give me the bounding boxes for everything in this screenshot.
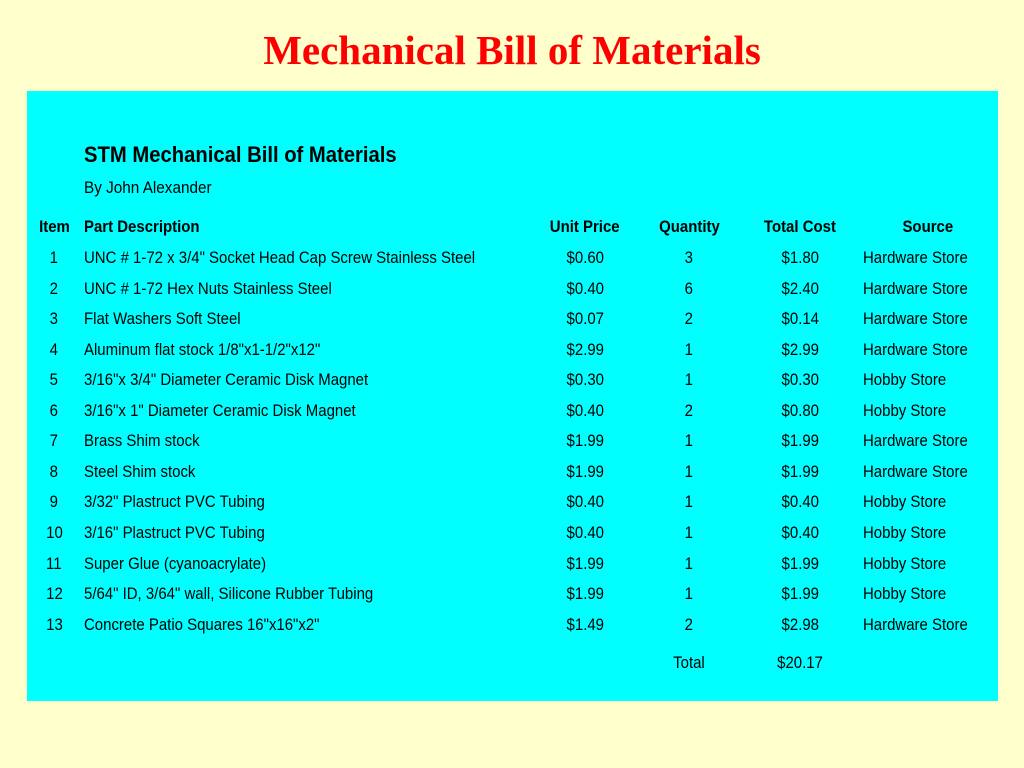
total-cost-text: $0.30	[781, 370, 819, 389]
part-description-text: 3/32" Plastruct PVC Tubing	[84, 492, 265, 511]
quantity	[647, 610, 731, 640]
quantity-text: 3	[684, 248, 694, 267]
quantity	[647, 426, 731, 456]
unit-price-text: $1.99	[566, 554, 604, 573]
part-description	[84, 243, 534, 273]
total-label-text: Total	[673, 653, 705, 672]
total-cost	[749, 335, 851, 365]
quantity-text: 1	[684, 431, 694, 450]
part-description	[84, 304, 534, 334]
item-number	[30, 274, 78, 304]
table-row	[27, 365, 998, 395]
quantity-text: 1	[684, 584, 694, 603]
source	[863, 396, 993, 426]
table-row	[27, 487, 998, 517]
total-cost	[749, 243, 851, 273]
table-row	[27, 304, 998, 334]
total-cost	[749, 579, 851, 609]
header-description-label: Part Description	[84, 217, 200, 236]
item-number	[30, 457, 78, 487]
item-number-text: 10	[45, 523, 63, 542]
total-value-text: $20.17	[777, 653, 823, 672]
item-number-text: 13	[45, 615, 63, 634]
source	[863, 365, 993, 395]
source	[863, 274, 993, 304]
header-source	[863, 212, 993, 242]
item-number-text: 5	[49, 370, 59, 389]
unit-price-text: $0.40	[566, 523, 604, 542]
source-text: Hardware Store	[863, 309, 968, 328]
source-text: Hobby Store	[863, 554, 947, 573]
part-description	[84, 335, 534, 365]
total-cost-text: $0.14	[781, 309, 819, 328]
header-unit-price-label: Unit Price	[550, 217, 620, 236]
item-number-text: 3	[49, 309, 59, 328]
total-cost	[749, 518, 851, 548]
quantity	[647, 457, 731, 487]
unit-price	[539, 518, 631, 548]
total-cost	[749, 426, 851, 456]
part-description-text: Concrete Patio Squares 16"x16"x2"	[84, 615, 320, 634]
quantity-text: 1	[684, 523, 694, 542]
part-description-text: 3/16"x 3/4" Diameter Ceramic Disk Magnet	[84, 370, 369, 389]
part-description-text: Super Glue (cyanoacrylate)	[84, 554, 267, 573]
item-number-text: 1	[49, 248, 59, 267]
quantity	[647, 487, 731, 517]
item-number-text: 11	[46, 554, 62, 573]
header-quantity-label: Quantity	[658, 217, 720, 236]
total-cost-text: $1.99	[781, 462, 819, 481]
unit-price	[539, 335, 631, 365]
source-text: Hobby Store	[863, 492, 947, 511]
unit-price-text: $0.30	[566, 370, 604, 389]
quantity	[647, 274, 731, 304]
source	[863, 610, 993, 640]
table-row	[27, 579, 998, 609]
item-number	[30, 549, 78, 579]
unit-price-text: $0.60	[566, 248, 604, 267]
header-source-label: Source	[902, 217, 954, 236]
header-description	[84, 212, 534, 242]
quantity	[647, 518, 731, 548]
source	[863, 549, 993, 579]
total-cost	[749, 549, 851, 579]
part-description	[84, 426, 534, 456]
unit-price	[539, 396, 631, 426]
source	[863, 426, 993, 456]
source-text: Hardware Store	[863, 615, 968, 634]
total-cost-text: $2.99	[781, 340, 819, 359]
item-number	[30, 518, 78, 548]
part-description	[84, 610, 534, 640]
quantity-text: 2	[684, 401, 694, 420]
table-row	[27, 610, 998, 640]
table-row	[27, 518, 998, 548]
source-text: Hobby Store	[863, 370, 947, 389]
part-description-text: Flat Washers Soft Steel	[84, 309, 241, 328]
source-text: Hardware Store	[863, 248, 968, 267]
source-text: Hardware Store	[863, 462, 968, 481]
total-value	[749, 648, 851, 678]
unit-price	[539, 243, 631, 273]
document-title: STM Mechanical Bill of Materials	[84, 142, 397, 167]
part-description-text: Aluminum flat stock 1/8"x1-1/2"x12"	[84, 340, 321, 359]
total-cost	[749, 610, 851, 640]
item-number	[30, 335, 78, 365]
unit-price	[539, 549, 631, 579]
item-number	[30, 365, 78, 395]
quantity-text: 1	[684, 492, 694, 511]
part-description	[84, 457, 534, 487]
source	[863, 487, 993, 517]
unit-price-text: $0.40	[566, 279, 604, 298]
item-number	[30, 396, 78, 426]
table-row	[27, 457, 998, 487]
source	[863, 579, 993, 609]
quantity	[647, 365, 731, 395]
unit-price-text: $0.07	[566, 309, 604, 328]
header-total-cost	[749, 212, 851, 242]
total-cost-text: $0.40	[781, 523, 819, 542]
part-description	[84, 487, 534, 517]
total-label	[647, 648, 731, 678]
total-cost	[749, 365, 851, 395]
unit-price	[539, 426, 631, 456]
header-item	[30, 212, 78, 242]
unit-price-text: $1.99	[566, 462, 604, 481]
part-description-text: 5/64" ID, 3/64" wall, Silicone Rubber Tubing	[84, 584, 374, 603]
source	[863, 457, 993, 487]
unit-price	[539, 304, 631, 334]
part-description-text: Brass Shim stock	[84, 431, 200, 450]
item-number-text: 8	[49, 462, 59, 481]
part-description	[84, 365, 534, 395]
table-total-row	[27, 648, 998, 678]
item-number-text: 6	[49, 401, 59, 420]
table-row	[27, 549, 998, 579]
source	[863, 243, 993, 273]
part-description-text: 3/16" Plastruct PVC Tubing	[84, 523, 265, 542]
table-header-row	[27, 212, 998, 242]
total-cost	[749, 457, 851, 487]
item-number	[30, 579, 78, 609]
quantity-text: 1	[684, 370, 694, 389]
total-cost-text: $1.99	[781, 431, 819, 450]
part-description-text: UNC # 1-72 Hex Nuts Stainless Steel	[84, 279, 332, 298]
unit-price-text: $2.99	[566, 340, 604, 359]
quantity	[647, 549, 731, 579]
item-number-text: 2	[49, 279, 59, 298]
item-number	[30, 304, 78, 334]
quantity	[647, 335, 731, 365]
header-item-label: Item	[38, 217, 70, 236]
table-row	[27, 243, 998, 273]
quantity-text: 1	[684, 340, 694, 359]
source-text: Hobby Store	[863, 401, 947, 420]
quantity	[647, 304, 731, 334]
part-description	[84, 274, 534, 304]
quantity-text: 1	[684, 554, 694, 573]
source-text: Hardware Store	[863, 279, 968, 298]
table-row	[27, 426, 998, 456]
unit-price-text: $0.40	[566, 492, 604, 511]
item-number	[30, 426, 78, 456]
unit-price-text: $0.40	[566, 401, 604, 420]
source-text: Hobby Store	[863, 584, 947, 603]
item-number-text: 12	[45, 584, 63, 603]
source	[863, 518, 993, 548]
part-description-text: Steel Shim stock	[84, 462, 196, 481]
unit-price	[539, 579, 631, 609]
part-description	[84, 518, 534, 548]
unit-price-text: $1.99	[566, 431, 604, 450]
part-description	[84, 579, 534, 609]
item-number	[30, 610, 78, 640]
part-description-text: 3/16"x 1" Diameter Ceramic Disk Magnet	[84, 401, 356, 420]
item-number	[30, 243, 78, 273]
part-description	[84, 396, 534, 426]
item-number-text: 4	[49, 340, 59, 359]
table-row	[27, 274, 998, 304]
quantity-text: 2	[684, 309, 694, 328]
total-cost-text: $2.98	[781, 615, 819, 634]
unit-price	[539, 610, 631, 640]
item-number-text: 7	[49, 431, 59, 450]
unit-price	[539, 457, 631, 487]
unit-price	[539, 365, 631, 395]
total-cost	[749, 274, 851, 304]
total-cost-text: $2.40	[781, 279, 819, 298]
source-text: Hardware Store	[863, 431, 968, 450]
total-cost-text: $0.80	[781, 401, 819, 420]
header-quantity	[647, 212, 731, 242]
quantity	[647, 396, 731, 426]
unit-price-text: $1.99	[566, 584, 604, 603]
total-cost	[749, 396, 851, 426]
source-text: Hobby Store	[863, 523, 947, 542]
header-unit-price	[539, 212, 631, 242]
part-description	[84, 549, 534, 579]
unit-price-text: $1.49	[566, 615, 604, 634]
header-total-cost-label: Total Cost	[763, 217, 837, 236]
quantity	[647, 243, 731, 273]
table-row	[27, 335, 998, 365]
item-number-text: 9	[49, 492, 59, 511]
quantity-text: 1	[684, 462, 694, 481]
item-number	[30, 487, 78, 517]
total-cost	[749, 304, 851, 334]
quantity-text: 6	[684, 279, 694, 298]
quantity	[647, 579, 731, 609]
total-cost	[749, 487, 851, 517]
total-cost-text: $1.99	[781, 554, 819, 573]
table-row	[27, 396, 998, 426]
unit-price	[539, 274, 631, 304]
source	[863, 304, 993, 334]
total-cost-text: $1.80	[781, 248, 819, 267]
source-text: Hardware Store	[863, 340, 968, 359]
document-author: By John Alexander	[84, 178, 212, 197]
part-description-text: UNC # 1-72 x 3/4" Socket Head Cap Screw Stainless Steel	[84, 248, 476, 267]
bom-panel	[27, 91, 998, 701]
total-cost-text: $1.99	[781, 584, 819, 603]
quantity-text: 2	[684, 615, 694, 634]
slide-title: Mechanical Bill of Materials	[263, 27, 761, 73]
source	[863, 335, 993, 365]
unit-price	[539, 487, 631, 517]
total-cost-text: $0.40	[781, 492, 819, 511]
